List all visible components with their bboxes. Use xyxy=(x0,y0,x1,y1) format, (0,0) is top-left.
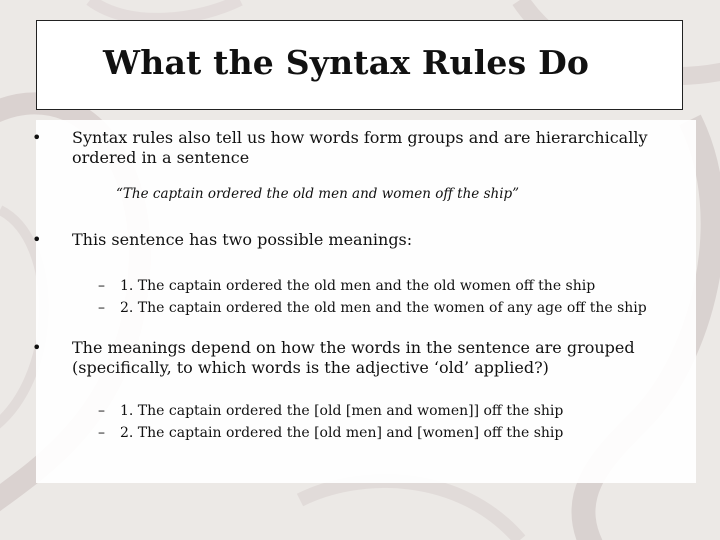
slide-title: What the Syntax Rules Do xyxy=(103,43,590,82)
dash-icon: – xyxy=(98,300,105,316)
grouping-text: 2. The captain ordered the [old men] and [women] off the ship xyxy=(120,425,564,441)
bullet-icon: • xyxy=(32,230,42,249)
bullet-icon: • xyxy=(32,338,42,357)
meaning-text: 1. The captain ordered the old men and the old women off the ship xyxy=(120,278,596,294)
bullet-text-line: The meanings depend on how the words in the sentence are grouped xyxy=(72,338,635,357)
meaning-text: 2. The captain ordered the old men and the women of any age off the ship xyxy=(120,300,647,316)
bullet-text-line: This sentence has two possible meanings: xyxy=(72,230,413,249)
bullet-text-line: Syntax rules also tell us how words form groups and are hierarchically xyxy=(72,128,648,147)
meaning-item-2 xyxy=(98,297,647,319)
dash-icon: – xyxy=(98,403,105,419)
bullet-text-line: (specifically, to which words is the adjective ‘old’ applied?) xyxy=(72,358,549,377)
example-sentence: “The captain ordered the old men and women off the ship” xyxy=(116,186,520,202)
grouping-text: 1. The captain ordered the [old [men and women]] off the ship xyxy=(120,403,564,419)
grouping-item-2 xyxy=(98,422,564,444)
bullet-icon: • xyxy=(32,128,42,147)
dash-icon: – xyxy=(98,278,105,294)
bullet-grouping xyxy=(32,338,635,378)
title-box xyxy=(36,20,683,110)
dash-icon: – xyxy=(98,425,105,441)
bullet-two-meanings xyxy=(32,230,413,250)
bullet-text-line: ordered in a sentence xyxy=(72,148,250,167)
meaning-item-1 xyxy=(98,275,596,297)
bullet-syntax-groups xyxy=(32,128,648,168)
grouping-item-1 xyxy=(98,400,564,422)
